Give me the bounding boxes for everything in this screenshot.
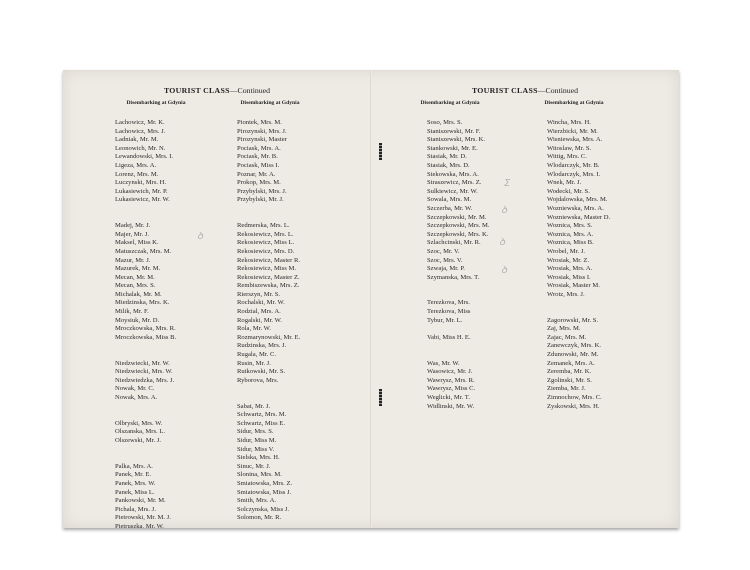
right-subheading-1: Disembarking at Gdynia — [420, 100, 480, 106]
left-subheading-1: Disembarking at Gdynia — [126, 100, 186, 106]
passenger-entry: Olszanska, Mrs. L. — [115, 428, 165, 436]
passenger-entry: Szczepkowski, Mr. M. — [427, 213, 487, 221]
passenger-entry: Piontek, Mrs. M. — [237, 119, 282, 126]
passenger-entry: Soso, Mrs. S. — [427, 119, 463, 126]
passenger-entry: Terezkova, Miss — [427, 308, 471, 316]
passenger-entry: Witoslaw, Mr. S. — [547, 144, 592, 152]
passenger-entry — [115, 214, 235, 223]
passenger-entry: Zimnochow, Mrs. C. — [547, 394, 602, 401]
passenger-entry — [427, 291, 547, 300]
left-heading-bold: TOURIST CLASS — [163, 86, 230, 95]
passenger-entry: Woznica, Mrs. A. — [547, 230, 594, 238]
passenger-entry — [115, 446, 235, 455]
passenger-entry: Smith, Mrs. A. — [237, 497, 277, 505]
passenger-entry: Solomon, Mr. R. — [237, 514, 282, 522]
staple — [379, 389, 382, 406]
passenger-entry: Stasiak, Mr. D. — [427, 153, 467, 161]
booklet-spread — [63, 70, 679, 528]
passenger-entry: Lorenz, Mrs. M. — [115, 170, 159, 178]
passenger-entry: Lukasiewich, Mr. P. — [115, 187, 168, 195]
passenger-entry — [547, 299, 667, 308]
passenger-entry: Niedzwiedzka, Mrs. J. — [115, 376, 175, 384]
passenger-entry: Rekosiewicz, Master Z. — [237, 273, 300, 281]
passenger-entry: Wawrysz, Miss C. — [427, 385, 476, 393]
passenger-entry: Poznar, Mr. A. — [237, 170, 276, 178]
left-column-1 — [115, 119, 235, 528]
passenger-entry: Wlodarczyk, Mrs. I. — [547, 170, 601, 178]
pencil-mark: ꝺ — [197, 231, 203, 242]
passenger-entry: Zaj, Mrs. M. — [547, 325, 581, 333]
staple — [379, 143, 382, 160]
passenger-entry — [427, 342, 547, 351]
passenger-entry — [427, 325, 547, 334]
passenger-entry: Pietruszka, Mr. W. — [115, 522, 164, 528]
passenger-entry: Pirozynski, Mrs. J. — [237, 127, 287, 135]
passenger-entry: Moysiuk, Mr. D. — [115, 316, 160, 324]
passenger-entry — [427, 351, 547, 360]
passenger-entry: Pociask, Miss I. — [237, 161, 280, 169]
passenger-entry — [237, 394, 357, 403]
passenger-entry — [237, 214, 357, 223]
passenger-entry: Wrosiak, Mrs. A. — [547, 265, 593, 273]
right-heading-rest: —Continued — [537, 86, 579, 95]
passenger-entry: Staniszewski, Mr. F. — [427, 127, 481, 135]
passenger-entry: Solczynska, Miss J. — [237, 505, 290, 513]
right-page — [371, 70, 679, 528]
left-heading-rest: —Continued — [229, 86, 271, 95]
passenger-entry: Rekosiewicz, Master R. — [237, 256, 300, 264]
passenger-entry: Staniszewski, Mrs. K. — [427, 136, 486, 144]
passenger-entry: Michalak, Mr. M. — [115, 290, 162, 298]
passenger-entry: Zdunowski, Mr. M. — [547, 351, 599, 359]
passenger-entry: Redmerska, Mrs. L. — [237, 222, 290, 230]
passenger-entry: Wisniewska, Mrs. A. — [547, 136, 603, 144]
passenger-entry: Lukasiewicz, Mr. W. — [115, 196, 170, 204]
passenger-entry: Madej, Mr. J. — [115, 222, 151, 230]
passenger-entry — [427, 282, 547, 291]
passenger-entry: Wrosiak, Mr. Z. — [547, 256, 590, 264]
passenger-entry: Szlachcinski, Mr. R. — [427, 239, 481, 247]
left-page-heading — [63, 86, 371, 95]
passenger-entry: Pociask, Mr. B. — [237, 153, 278, 161]
pencil-mark: Ʃ — [504, 178, 511, 189]
passenger-entry: Wlodarczyk, Mr. B. — [547, 161, 600, 169]
passenger-entry: Woznica, Miss B. — [547, 239, 594, 247]
passenger-entry: Sinuc, Mr. J. — [237, 462, 271, 470]
passenger-entry: Stekowska, Mrs. A. — [427, 170, 479, 178]
passenger-entry: Smiatowska, Miss J. — [237, 488, 292, 496]
passenger-entry: Mroczkowska, Miss B. — [115, 333, 177, 341]
passenger-entry: Schwartz, Miss E. — [237, 419, 285, 427]
passenger-entry: Szoc, Mr. V. — [427, 247, 460, 255]
passenger-entry: Rola, Mr. W. — [237, 325, 271, 333]
passenger-entry: Widlinski, Mr. W. — [427, 402, 475, 410]
passenger-entry: Maksel, Miss K. — [115, 239, 159, 247]
passenger-entry: Wierzbicki, Mr. M. — [547, 127, 598, 135]
passenger-entry: Lewandowski, Mrs. I. — [115, 153, 174, 161]
passenger-entry: Rutkowski, Mr. S. — [237, 368, 286, 376]
passenger-entry: Wnek, Mr. J. — [547, 179, 582, 187]
passenger-entry: Rochalski, Mr. W. — [237, 299, 285, 307]
left-page — [63, 70, 371, 528]
passenger-entry: Rekosiewicz, Mrs. L. — [237, 230, 294, 238]
passenger-entry: Ladniak, Mr. M. — [115, 136, 159, 144]
passenger-entry: Zajac, Mrs. M. — [547, 333, 587, 341]
passenger-entry: Mroczkowska, Mrs. R. — [115, 325, 176, 333]
passenger-entry: Smiatowska, Mrs. Z. — [237, 479, 293, 487]
passenger-entry: Niedzwiecki, Mrs. W. — [115, 368, 173, 376]
passenger-entry: Wincha, Mrs. H. — [547, 119, 591, 126]
passenger-entry: Weglicki, Mr. T. — [427, 394, 470, 401]
passenger-entry: Ligeza, Mrs. A. — [115, 161, 157, 169]
passenger-entry — [547, 308, 667, 317]
passenger-entry: Nowak, Mr. C. — [115, 385, 155, 393]
passenger-entry: Rugala, Mr. C. — [237, 351, 277, 359]
passenger-entry: Terezkova, Mrs. — [427, 299, 470, 307]
passenger-entry: Panek, Mrs. W. — [115, 479, 156, 487]
passenger-entry: Rusin, Mr. J. — [237, 359, 271, 367]
passenger-entry: Was, Mr. W. — [427, 359, 460, 367]
passenger-entry: Wrosiak, Master M. — [547, 282, 600, 290]
passenger-entry: Majer, Mr. J. — [115, 230, 149, 238]
passenger-entry: Rudzinska, Mrs. J. — [237, 342, 287, 350]
pencil-mark: ꝺ — [501, 205, 507, 216]
right-column-2 — [547, 119, 667, 411]
passenger-entry: Zanewczyk, Mrs. K. — [547, 342, 602, 350]
passenger-entry: Rembiszewska, Mrs. Z. — [237, 282, 300, 290]
passenger-entry — [237, 205, 357, 214]
passenger-entry: Prokop, Mrs. M. — [237, 179, 281, 187]
passenger-entry: Luczynski, Mrs. H. — [115, 179, 167, 187]
passenger-entry: Szczerba, Mr. W. — [427, 204, 473, 212]
pencil-mark: ꝺ — [499, 237, 505, 248]
passenger-entry: Wodecki, Mr. S. — [547, 187, 590, 195]
passenger-entry: Wittig, Mrs. C. — [547, 153, 587, 161]
passenger-entry: Sidur, Miss V. — [237, 445, 275, 453]
pencil-mark: ꝺ — [501, 265, 507, 276]
passenger-entry: Pankowski, Mr. M. — [115, 497, 166, 505]
passenger-entry: Panek, Mr. E. — [115, 471, 152, 479]
passenger-entry — [237, 385, 357, 394]
passenger-entry: Wojdalowska, Mrs. M. — [547, 196, 608, 204]
passenger-entry: Panek, Miss L. — [115, 488, 155, 496]
left-subheading-2: Disembarking at Gdynia — [240, 100, 300, 106]
passenger-entry: Straszewicz, Mrs. Z. — [427, 179, 482, 187]
passenger-entry: Schwartz, Mrs. M. — [237, 411, 287, 419]
passenger-entry: Wasowicz, Mr. J. — [427, 368, 473, 376]
passenger-entry: Szwaja, Mr. P. — [427, 265, 465, 273]
passenger-entry: Sidur, Mrs. S. — [237, 428, 274, 436]
right-heading-bold: TOURIST CLASS — [471, 86, 538, 95]
passenger-entry: Mecan, Mr. M. — [115, 273, 155, 281]
passenger-entry: Wozniewska, Mrs. A. — [547, 204, 604, 212]
passenger-entry: Lachowicz, Mrs. J. — [115, 127, 166, 135]
passenger-entry: Vabi, Miss H. E. — [427, 333, 471, 341]
passenger-entry: Rekosiewicz, Mrs. D. — [237, 247, 295, 255]
passenger-entry: Rierszyn, Mr. S. — [237, 290, 281, 298]
passenger-entry: Sabat, Mr. J. — [237, 402, 271, 410]
passenger-entry: Pichala, Mrs. J. — [115, 505, 156, 513]
passenger-entry: Olszewski, Mr. J. — [115, 436, 161, 444]
passenger-entry: Sowala, Mrs. M. — [427, 196, 472, 204]
right-column-1 — [427, 119, 547, 411]
passenger-entry: Mazurek, Mr. M. — [115, 265, 161, 273]
passenger-entry: Wawrysz, Mrs. R. — [427, 376, 475, 384]
passenger-entry: Sielska, Mrs. H. — [237, 454, 280, 462]
passenger-entry: Slonina, Mrs. M. — [237, 471, 282, 479]
passenger-entry: Zyskowski, Mrs. H. — [547, 402, 600, 410]
passenger-entry: Zemanek, Mrs. A. — [547, 359, 595, 367]
passenger-entry: Wozniewska, Master D. — [547, 213, 611, 221]
passenger-entry: Rogalski, Mr. W. — [237, 316, 282, 324]
passenger-entry: Zagorowski, Mr. S. — [547, 316, 599, 324]
passenger-entry: Woznica, Mrs. S. — [547, 222, 593, 230]
passenger-entry: Pirozynski, Master — [237, 136, 287, 144]
passenger-entry: Stankowski, Mr. E. — [427, 144, 478, 152]
passenger-entry: Mazur, Mr. J. — [115, 256, 151, 264]
passenger-entry: Szoc, Mrs. V. — [427, 256, 463, 264]
passenger-entry: Leonowich, Mr. N. — [115, 144, 166, 152]
passenger-entry: Palka, Mrs. A. — [115, 462, 153, 470]
left-column-2 — [237, 119, 357, 523]
passenger-entry — [115, 351, 235, 360]
passenger-entry: Rekosiewicz, Miss L. — [237, 239, 295, 247]
passenger-entry: Wrosiak, Miss I. — [547, 273, 591, 281]
passenger-entry: Mecan, Mrs. S. — [115, 282, 156, 290]
right-subheading-2: Disembarking at Gdynia — [544, 100, 604, 106]
passenger-entry: Wrotz, Mrs. J. — [547, 290, 585, 298]
passenger-entry: Rozmarynowski, Mr. E. — [237, 333, 301, 341]
passenger-entry: Ryborova, Mrs. — [237, 376, 279, 384]
passenger-entry: Pietrowski, Mr. M. J. — [115, 514, 171, 522]
passenger-entry — [115, 205, 235, 214]
passenger-entry: Zeremba, Mr. K. — [547, 368, 592, 376]
passenger-entry: Sulkiewicz, Mr. W. — [427, 187, 478, 195]
passenger-entry: Przybylski, Mr. J. — [237, 196, 284, 204]
right-page-heading — [371, 86, 679, 95]
passenger-entry: Pociask, Mrs. A. — [237, 144, 281, 152]
passenger-entry: Zgolinski, Mr. S. — [547, 376, 592, 384]
passenger-entry: Niedzwiecki, Mr. W. — [115, 359, 170, 367]
passenger-entry: Olbryski, Mrs. W. — [115, 419, 163, 427]
passenger-entry: Stasiak, Mrs. D. — [427, 161, 470, 169]
passenger-entry: Szymanska, Mrs. T. — [427, 273, 480, 281]
passenger-entry: Szczepkowski, Mrs. M. — [427, 222, 490, 230]
passenger-entry: Lachowicz, Mr. K. — [115, 119, 165, 126]
passenger-entry: Matuszczak, Mrs. M. — [115, 247, 172, 255]
passenger-entry: Rodzial, Mrs. A. — [237, 308, 281, 316]
passenger-entry: Milik, Mr. F. — [115, 308, 149, 316]
passenger-entry: Sidur, Miss M. — [237, 436, 277, 444]
passenger-entry: Szczepkowski, Mrs. K. — [427, 230, 489, 238]
passenger-entry: Nowak, Mrs. A. — [115, 394, 158, 401]
passenger-entry: Ziemba, Mr. J. — [547, 385, 586, 393]
passenger-entry: Wrobel, Mr. J. — [547, 247, 586, 255]
passenger-entry: Rekosiewicz, Miss M. — [237, 265, 296, 273]
passenger-entry: Tybur, Mr. L. — [427, 316, 463, 324]
passenger-entry — [115, 403, 235, 412]
passenger-entry — [115, 411, 235, 420]
passenger-entry — [115, 454, 235, 463]
passenger-entry: Miedzinska, Mrs. K. — [115, 299, 170, 307]
passenger-entry — [115, 342, 235, 351]
passenger-entry: Przybylski, Mrs. J. — [237, 187, 287, 195]
